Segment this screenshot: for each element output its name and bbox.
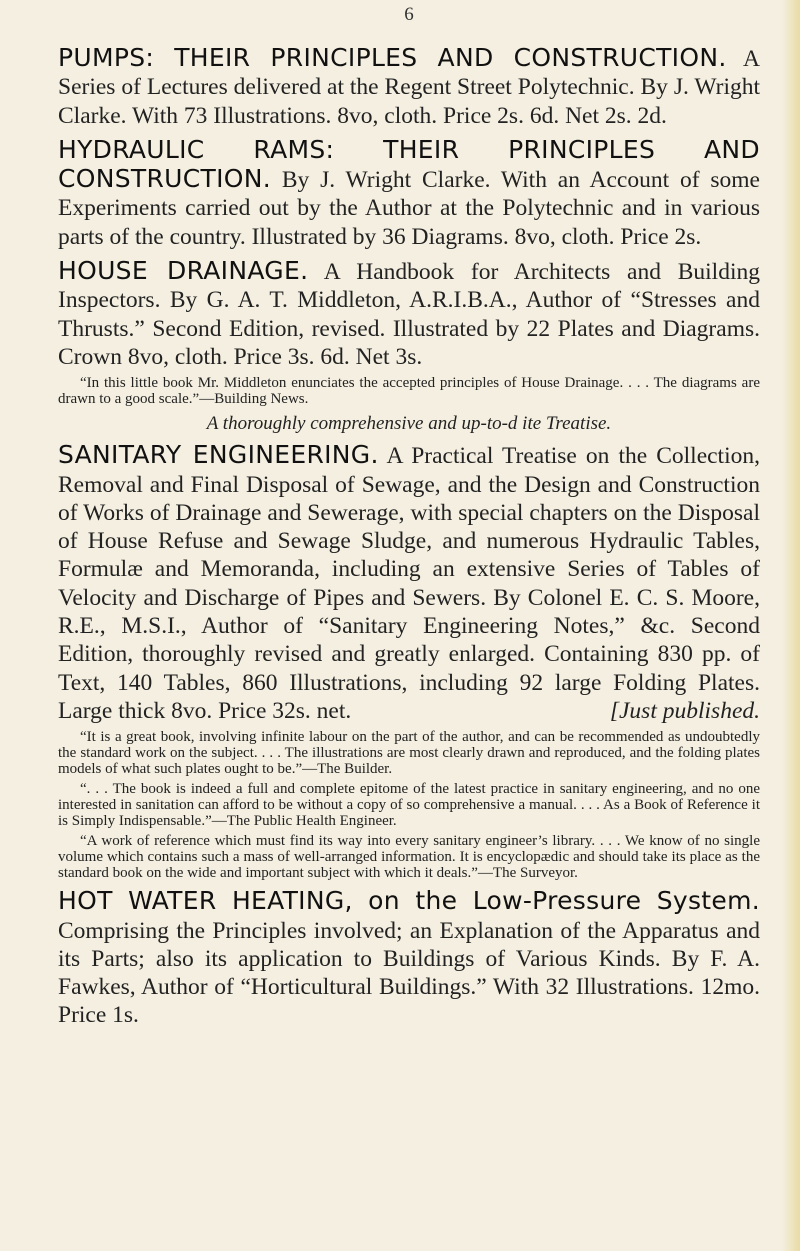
- review-quote: “A work of reference which must find its way into every sanitary engineer’s library. . . . We know of no single volume which contains such a mass of well-arranged information. It is encyclopædic and should take its place as the standard book on the wide and important subject with which it deals.”—The Surveyor.: [58, 833, 760, 882]
- page-edge-shading: [782, 0, 800, 1251]
- entry-hydraulic-rams: [58, 136, 760, 251]
- entry-text: [58, 887, 760, 1029]
- entry-heading: HOUSE DRAINAGE.: [58, 256, 309, 286]
- entry-heading: SANITARY ENGINEERING.: [58, 440, 379, 470]
- entry-heading: HOT WATER HEATING, on the Low-Pressure System.: [58, 886, 760, 916]
- entry-text: [58, 257, 760, 371]
- review-quote: “. . . The book is indeed a full and complete epitome of the latest practice in sanitary engineering, and no one interested in sanitation can afford to be without a copy of so comprehensive a manual. . . . As a Book of Reference it is Simply Indispensable.”—The Public Health Engineer.: [58, 781, 760, 830]
- page-number: 6: [404, 4, 414, 25]
- entry-body: By J. Wright Clarke. With an Account of some Experiments carried out by the Author at the Polytechnic and in various parts of the country. Illustrated by 36 Diagrams. 8vo, cloth. Price 2s.: [58, 167, 760, 250]
- entry-pumps: [58, 44, 760, 130]
- entry-text: [58, 136, 760, 251]
- entry-sanitary-engineering: [58, 441, 760, 881]
- tagline: A thoroughly comprehensive and up-to-d ite Treatise.: [206, 413, 612, 435]
- entry-heading: PUMPS: THEIR PRINCIPLES AND CONSTRUCTION.: [58, 43, 727, 72]
- entry-body: A Handbook for Architects and Building Inspectors. By G. A. T. Middleton, A.R.I.B.A., Author of “Stresses and Thrusts.” Second Edition, revised. Illustrated by 22 Plates and Diagrams. Crown 8vo, cloth. Price 3s. 6d. Net 3s.: [58, 259, 760, 370]
- review-quote: “It is a great book, involving infinite labour on the part of the author, and can be recommended as undoubtedly the standard work on the subject. . . . The illustrations are most clearly drawn and reproduced, and the folding plates models of what such plates ought to be.”—The Builder.: [58, 729, 760, 778]
- review-quote: “In this little book Mr. Middleton enunciates the accepted principles of House Drainage. . . . The diagrams are drawn to a good scale.”—Building News.: [58, 375, 760, 408]
- entry-text: [58, 44, 760, 130]
- entry-house-drainage: [58, 257, 760, 435]
- publication-note: [Just published.: [609, 697, 760, 724]
- entry-heading: HYDRAULIC RAMS: THEIR PRINCIPLES AND CONSTRUCTION.: [58, 134, 760, 194]
- entry-hot-water-heating: [58, 887, 760, 1029]
- entry-body: Comprising the Principles involved; an Explanation of the Apparatus and its Parts; also its application to Buildings of Various Kinds. By F. A. Fawkes, Author of “Horticultural Buildings.” With 32 Illustrations. 12mo. Price 1s.: [58, 917, 760, 1029]
- entry-text: [58, 441, 760, 725]
- entry-body: A Practical Treatise on the Collection, Removal and Final Disposal of Sewage, and the Design and Construction of Works of Drainage and Sewerage, with special chapters on the Disposal of House Refuse and Sewage Sludge, and numerous Hydraulic Tables, Formulæ and Memoranda, including an extensive Series of Tables of Velocity and Discharge of Pipes and Sewers. By Colonel E. C. S. Moore, R.E., M.S.I., Author of “Sanitary Engineering Notes,” &c. Second Edition, thoroughly revised and greatly enlarged. Containing 830 pp. of Text, 140 Tables, 860 Illustrations, including 92 large Folding Plates. Large thick 8vo. Price 32s. net.: [58, 443, 760, 724]
- entry-body: A Series of Lectures delivered at the Regent Street Polytechnic. By J. Wright Clarke. With 73 Illustrations. 8vo, cloth. Price 2s. 6d. Net 2s. 2d.: [58, 46, 760, 129]
